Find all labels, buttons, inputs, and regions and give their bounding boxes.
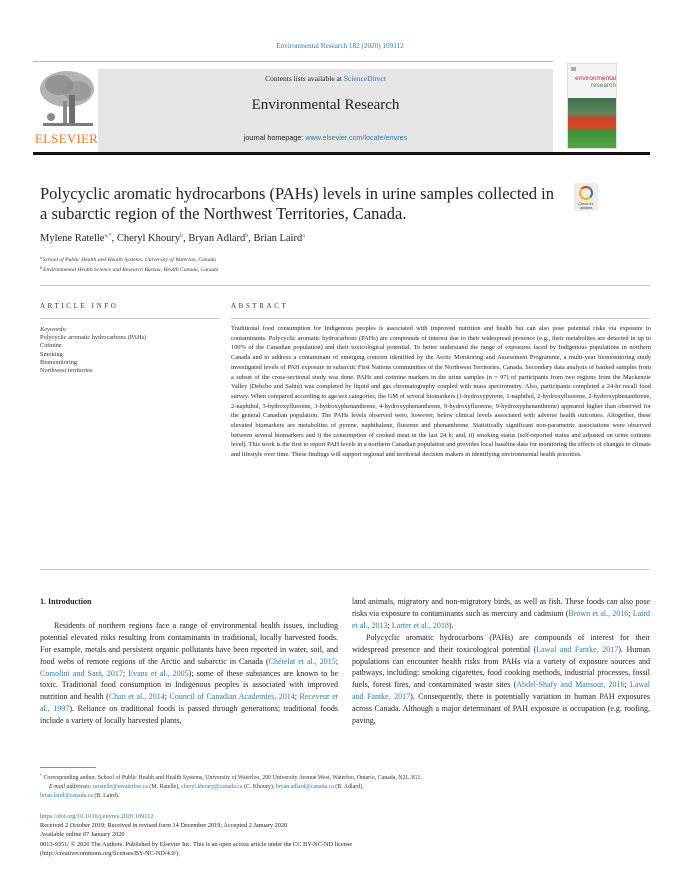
author-name[interactable]: Mylene Ratelle — [40, 233, 105, 244]
email-link[interactable]: cheryl.khoury@canada.ca — [181, 784, 243, 790]
email-owner: (B. Laird). — [92, 793, 120, 799]
abstract-rule — [231, 318, 650, 319]
affiliations — [40, 254, 218, 274]
cover-title-line1: environmental — [575, 75, 616, 82]
elsevier-logo[interactable] — [35, 69, 100, 147]
cover-title-line2: research — [590, 82, 616, 89]
keyword-item: Biomonitoring — [40, 358, 78, 366]
corresponding-author-note — [40, 771, 660, 783]
keyword-item: Smoking — [40, 350, 63, 358]
available-online-date: Available online 07 January 2020 — [40, 831, 125, 839]
citation-link[interactable]: Lawal and Fantke, 2017 — [352, 680, 650, 702]
crossmark-icon — [579, 186, 593, 200]
author-affil-mark[interactable]: a,* — [104, 233, 112, 239]
body-paragraph: Polycyclic aromatic hydrocarbons (PAHs) are compounds of interest for their widespread presence and their toxicological potential (Lawal and Fantke, 2017). Human populations can encounter health risks from PAHs via a variety of exposure sources and pathways, including: smoking cigarettes, food cooking methods, industrial processes, fossil fuels, forest fires, and contaminated waste sites (Abdel-Shafy and Mansour, 2016; Lawal and Fantke, 2017). Consequently, there is potentially variation in human PAH exposures across Canada. Although a major determinant of PAH exposure is occupation (e.g. roofing, paving, — [352, 632, 651, 726]
citation-link[interactable]: Laird et al., 2013 — [352, 608, 651, 630]
front-matter-rule — [40, 285, 650, 286]
author-separator: , — [248, 233, 254, 244]
article-info-rule — [40, 318, 220, 319]
abstract-text: Traditional food consumption for Indigenous peoples is associated with improved nutrition and health but can also pose potential risks via exposure to contaminants. Polycyclic aromatic hydrocarbons (PAHs) are compounds of interest due to their widespread presence (e.g., their metabolites are detected in up to 100% of the Canadian population) and their toxicological potential. To better understand the range of exposures faced by Indigenous populations in northern Canada and to address a contaminant of emerging concern identified by the Arctic Monitoring and Assessment Programme, a multi-year biomonitoring study investigated levels of PAH exposure in subarctic First Nations communities of the Northwest Territories, Canada. Secondary data analysis of banked samples from a subset of the cross-sectional study was done. PAHs and cotinine markers in the urine samples (n = 97) of participants from two regions from the Mackenzie Valley (Dehcho and Sahtú) was completed by liquid and gas chromatography coupled with mass spectrometry. Also, participants completed a 24-hr recall food survey. When compared according to age/sex categories, the GM of several biomarkers (1-hydroxypyrene, 1-naphthol, 2-hydroxyfluorene, 2-hydroxyphenanthrene, 2-naphthol, 3-hydroxyfluorene, 3-hydroxyphenanthrene, 4-hydroxyphenanthrene, 9-hydroxyfluorene, 9-hydroxyphenanthrene) appeared higher than observed for the general Canadian population. The PAHs levels observed were, however, below clinical levels associated with adverse health outcomes. Altogether, these elevated biomarkers are metabolites of pyrene, naphthalene, fluorene and phenanthrene. Statistically significant non-parametric associations were observed between several biomarkers and i) the consumption of cooked meat in the last 24 h; and, ii) smoking status (self-reported status and adjusted on urine cotinine level). This work is the first to report PAH levels in a northern Canadian population and provides local baseline data for monitoring the effects of changes to climate and lifestyle over time. These findings will support regional and territorial decision makers in identifying environmental health priorities. — [231, 325, 651, 459]
footnote-rule — [40, 767, 96, 768]
email-owner: (B. Adlard), — [333, 784, 364, 790]
cover-publisher-mark — [571, 67, 576, 71]
citation-link[interactable]: Chételat et al., 2015 — [268, 656, 336, 666]
email-label: E-mail addresses: — [49, 784, 92, 790]
contents-line — [98, 74, 553, 83]
affiliation-text: School of Public Health and Health Systems, University of Waterloo, Canada — [42, 257, 216, 263]
doi-link[interactable]: https://doi.org/10.1016/j.envres.2020.109112 — [40, 813, 154, 820]
keyword-item: Northwest territories — [40, 367, 93, 375]
affiliation-item — [40, 254, 218, 264]
email-addresses — [40, 783, 660, 792]
author-affil-mark[interactable]: b — [245, 233, 249, 239]
journal-cover-image[interactable] — [567, 63, 617, 149]
journal-homepage-line — [98, 133, 553, 142]
author-separator: , — [111, 233, 117, 244]
homepage-prefix: journal homepage: — [243, 133, 306, 142]
author-separator: , — [183, 233, 189, 244]
header-bottom-rule — [33, 152, 650, 155]
citation-link[interactable]: Chan et al., 2014 — [108, 692, 165, 702]
citation-link[interactable]: Brown et al., 2016 — [568, 608, 629, 618]
email-link[interactable]: mratelle@uwaterloo.ca — [92, 784, 148, 790]
license-url[interactable]: (http://creativecommons.org/licenses/BY-NC-ND/4.0/). — [40, 849, 180, 857]
check-for-updates-button[interactable] — [574, 183, 598, 211]
citation-link[interactable]: Council of Canadian Academies, 2014 — [169, 692, 295, 702]
cover-artwork — [568, 98, 616, 149]
affiliation-item — [40, 264, 218, 274]
publication-info — [40, 812, 640, 858]
author-name[interactable]: Brian Laird — [253, 233, 303, 244]
email-addresses-cont — [40, 792, 660, 801]
citation-link[interactable]: Larter et al., 2018 — [391, 620, 449, 630]
elsevier-wordmark: ELSEVIER — [35, 131, 98, 146]
header-top-rule — [33, 61, 553, 62]
contents-prefix: Contents lists available at — [265, 74, 344, 83]
abstract-heading: ABSTRACT — [231, 302, 289, 310]
body-paragraph: Residents of northern regions face a range of environmental health issues, including potential elevated risks resulting from contaminants in traditional, locally harvested foods. For example, metals and persistent organic pollutants have been reported in water, soil, and food webs of remote regions of the Arctic and subarctic in Canada (Chételat et al., 2015; Corsolini and Sarà, 2017; Evans et al., 2005); some of these substances are known to be toxic. Traditional food consumption in Indigenous peoples is associated with improved nutrition and health (Chan et al., 2014; Council of Canadian Academies, 2014; Receveur et al., 1997). Reliance on traditional foods is passed through generations; traditional foods include a variety of locally harvested plants, — [40, 620, 339, 726]
journal-title: Environmental Research — [251, 97, 400, 113]
email-link[interactable]: brian.laird@canada.ca — [40, 793, 93, 799]
author-affil-mark[interactable]: a — [302, 233, 305, 239]
footnote — [40, 771, 660, 801]
body-right-column — [352, 596, 650, 727]
elsevier-tree-icon — [39, 69, 95, 129]
corresponding-author-text: Corresponding author. School of Public Health and Health Systems, University of Waterloo, 200 University Avenue West, Waterloo, Ontario, Canada, N2L 3G1. — [43, 775, 422, 781]
abstract-bottom-rule — [40, 569, 650, 570]
keyword-item: Polycyclic aromatic hydrocarbons (PAHs) — [40, 334, 147, 342]
citation-link[interactable]: Abdel-Shafy and Mansour, 2016 — [516, 680, 625, 690]
keywords-heading: Keywords: — [40, 326, 68, 333]
copyright-line: 0013-9351/ © 2020 The Authors. Published by Elsevier Inc. This is an open access article under the CC BY-NC-ND license — [40, 840, 353, 848]
footnote-mark: * — [40, 773, 42, 778]
running-head[interactable]: Environmental Research 182 (2020) 109112 — [276, 42, 404, 50]
author-list — [40, 233, 305, 244]
keyword-item: Cotinine — [40, 342, 62, 350]
email-owner: (C. Khoury), — [242, 784, 276, 790]
affiliation-mark: b — [40, 265, 42, 270]
email-link[interactable]: bryan.adlard@canada.ca — [275, 784, 334, 790]
keywords-block — [40, 326, 225, 375]
affiliation-mark: a — [40, 255, 42, 260]
author-affil-mark[interactable]: b — [180, 233, 184, 239]
citation-link[interactable]: Evans et al., 2005 — [128, 668, 189, 678]
affiliation-text: Environmental Health Science and Research Bureau, Health Canada, Canada — [43, 267, 219, 273]
citation-link[interactable]: Receveur et al., 1997 — [40, 692, 338, 714]
sciencedirect-link[interactable]: ScienceDirect — [343, 74, 386, 83]
journal-homepage-link[interactable]: www.elsevier.com/locate/envres — [305, 133, 408, 142]
crossmark-label: Check for updates — [578, 202, 594, 210]
received-dates: Received 2 October 2019; Received in revised form 14 December 2019; Accepted 2 January 2020 — [40, 822, 288, 830]
author[interactable] — [40, 233, 112, 244]
author-name[interactable]: Bryan Adlard — [188, 233, 246, 244]
author[interactable] — [188, 233, 248, 244]
author[interactable] — [254, 233, 305, 244]
article-info-heading: ARTICLE INFO — [40, 302, 119, 310]
body-left-column — [40, 596, 338, 727]
citation-link[interactable]: Corsolini and Sarà, 2017 — [40, 668, 123, 678]
email-owner: (M. Ratelle), — [147, 784, 182, 790]
citation-link[interactable]: Lawal and Fantke, 2017 — [536, 644, 619, 654]
section-heading-introduction: 1. Introduction — [40, 597, 92, 606]
journal-banner — [98, 69, 553, 152]
article-title: Polycyclic aromatic hydrocarbons (PAHs) levels in urine samples collected in a subarctic region of the Northwest Territories, Canada. — [40, 184, 554, 223]
author[interactable] — [117, 233, 183, 244]
body-paragraph: land animals, migratory and non-migratory birds, as well as fish. These foods can also pose risks via exposure to contaminants such as mercury and cadmium (Brown et al., 2016; Laird et al., 2013; Larter et al., 2018). — [352, 597, 651, 630]
author-name[interactable]: Cheryl Khoury — [116, 233, 181, 244]
